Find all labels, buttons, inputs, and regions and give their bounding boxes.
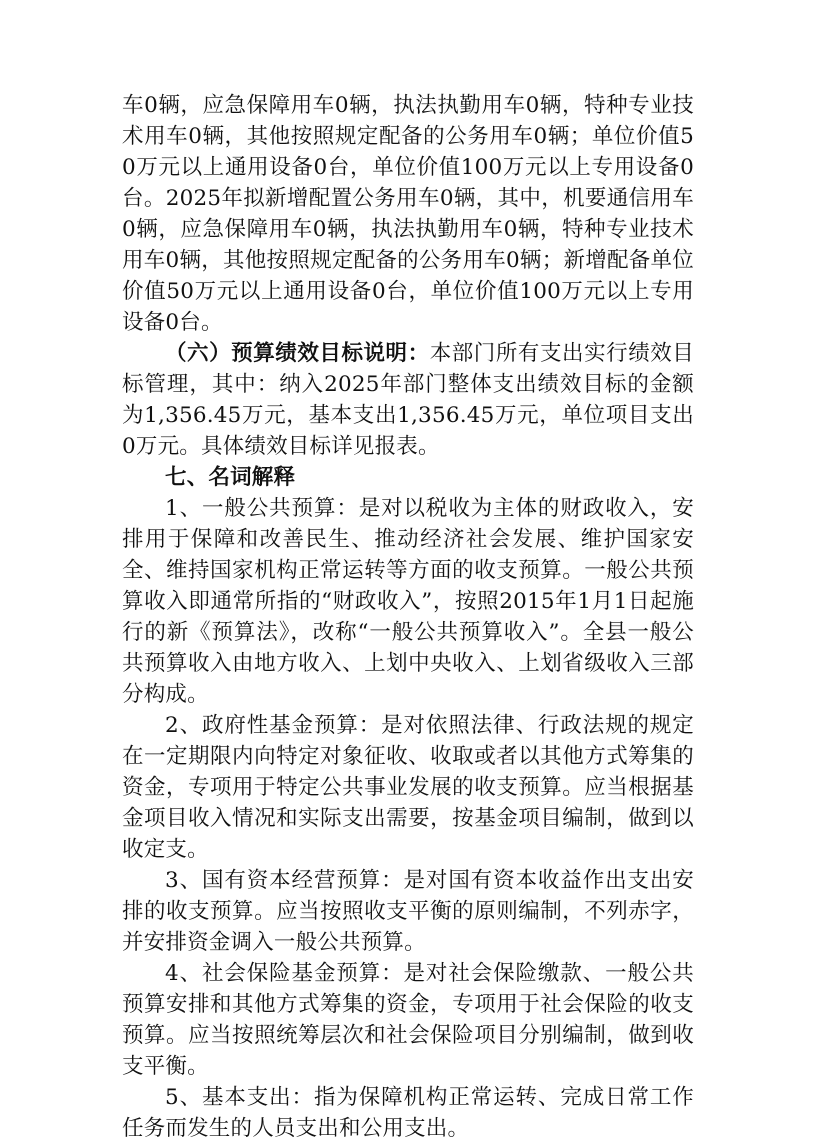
section-heading-performance: （六）预算绩效目标说明：	[165, 341, 430, 366]
glossary-item-fund-budget	[122, 710, 694, 865]
glossary-item-social-insurance-budget	[122, 958, 694, 1082]
paragraph-text: 2、政府性基金预算：是对依照法律、行政法规的规定在一定期限内向特定对象征收、收取或者以其他方式筹集的资金，专项用于特定公共事业发展的收支预算。应当根据基金项目收入情况和实际支出需要，按基金项目编制，做到以收定支。	[122, 713, 694, 862]
section-heading-glossary	[122, 462, 694, 493]
glossary-item-basic-expenditure	[122, 1082, 694, 1144]
paragraph-text: 3、国有资本经营预算：是对国有资本收益作出支出安排的收支预算。应当按照收支平衡的原则编制，不列赤字，并安排资金调入一般公共预算。	[122, 868, 694, 955]
paragraph-performance-goals	[122, 338, 694, 462]
paragraph-text: 本部门所有支出实行绩效目标管理，其中：纳入2025年部门整体支出绩效目标的金额为1,356.45万元，基本支出1,356.45万元，单位项目支出0万元。具体绩效目标详见报表。	[122, 341, 695, 459]
paragraph-text: 5、基本支出：指为保障机构正常运转、完成日常工作任务而发生的人员支出和公用支出。	[122, 1085, 694, 1141]
glossary-item-state-capital-budget	[122, 865, 694, 958]
paragraph-text: 1、一般公共预算：是对以税收为主体的财政收入，安排用于保障和改善民生、推动经济社会发展、维护国家安全、维持国家机构正常运转等方面的收支预算。一般公共预算收入即通常所指的“财政收入”，按照2015年1月1日起施行的新《预算法》，改称“一般公共预算收入”。全县一般公共预算收入由地方收入、上划中央收入、上划省级收入三部分构成。	[122, 496, 694, 707]
paragraph-text: 车0辆，应急保障用车0辆，执法执勤用车0辆，特种专业技术用车0辆，其他按照规定配备的公务用车0辆；单位价值50万元以上通用设备0台，单位价值100万元以上专用设备0台。2025年拟新增配置公务用车0辆，其中，机要通信用车0辆，应急保障用车0辆，执法执勤用车0辆，特种专业技术用车0辆，其他按照规定配备的公务用车0辆；新增配备单位价值50万元以上通用设备0台，单位价值100万元以上专用设备0台。	[122, 93, 694, 335]
glossary-heading-text: 七、名词解释	[165, 465, 296, 490]
paragraph-text: 4、社会保险基金预算：是对社会保险缴款、一般公共预算安排和其他方式筹集的资金，专项用于社会保险的收支预算。应当按照统筹层次和社会保险项目分别编制，做到收支平衡。	[122, 961, 694, 1079]
paragraph-vehicle-equipment	[122, 90, 694, 338]
glossary-item-general-budget	[122, 493, 694, 710]
